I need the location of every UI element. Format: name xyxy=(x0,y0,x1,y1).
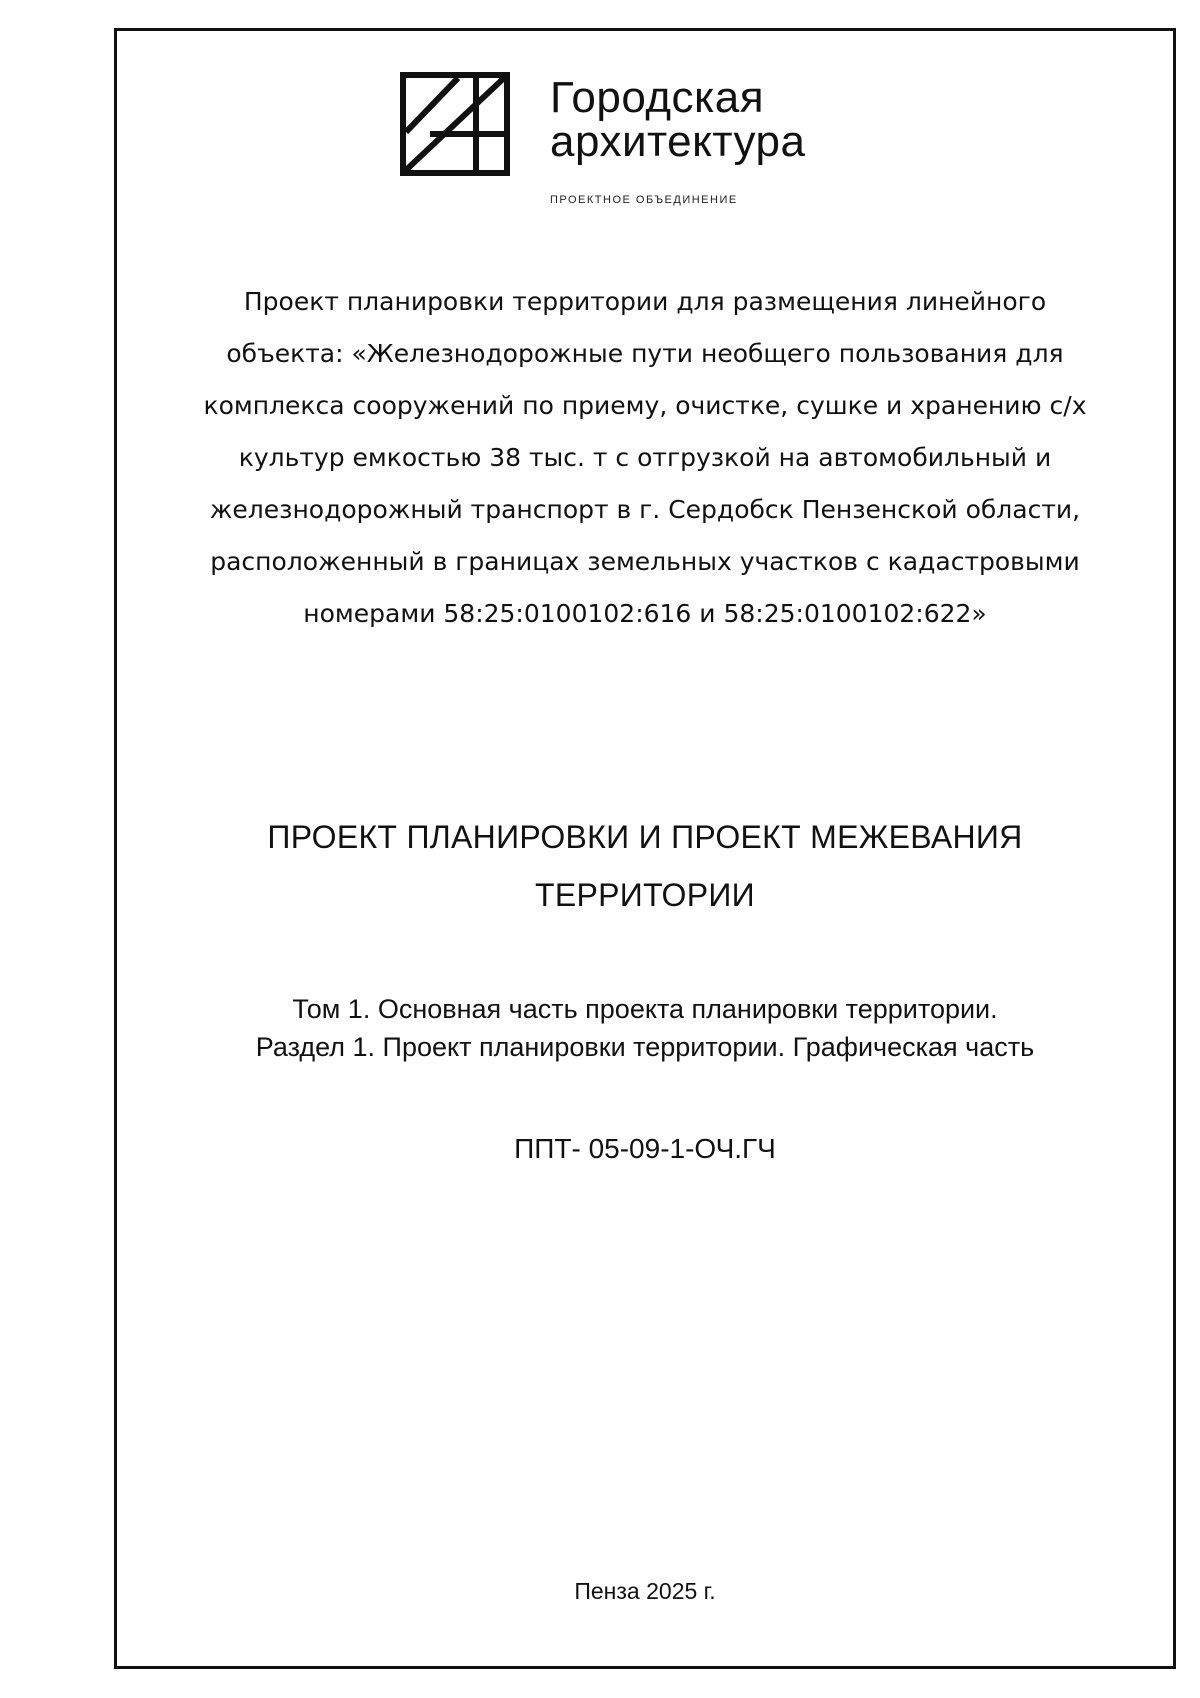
volume-line2: Раздел 1. Проект планировки территории. Графическая часть xyxy=(255,1032,1035,1062)
project-title-line: объекта: «Железнодорожные пути необщего пользования для xyxy=(226,339,1064,368)
logo-name xyxy=(550,73,806,166)
project-title xyxy=(130,276,1160,640)
project-title-line: культур емкостью 38 тыс. т с отгрузкой на автомобильный и xyxy=(238,443,1052,472)
logo-name-line2: архитектура xyxy=(550,117,806,166)
project-title-line: комплекса сооружений по приему, очистке, сушке и хранению с/х xyxy=(203,391,1087,420)
document-title-line2: ТЕРРИТОРИИ xyxy=(535,877,755,913)
logo-name-line1: Городская xyxy=(550,73,765,122)
document-title-line1: ПРОЕКТ ПЛАНИРОВКИ И ПРОЕКТ МЕЖЕВАНИЯ xyxy=(267,819,1023,855)
project-title-line: железнодорожный транспорт в г. Сердобск Пензенской области, xyxy=(209,495,1081,524)
volume-line1: Том 1. Основная часть проекта планировки территории. xyxy=(292,994,998,1024)
project-title-line: номерами 58:25:0100102:616 и 58:25:0100102:622» xyxy=(303,599,987,628)
volume-info xyxy=(130,990,1160,1066)
project-title-line: расположенный в границах земельных участков с кадастровыми xyxy=(210,547,1080,576)
document-title xyxy=(130,808,1160,924)
logo-subtitle: ПРОЕКТНОЕ ОБЪЕДИНЕНИЕ xyxy=(550,194,738,206)
logo-mark-icon xyxy=(400,72,510,176)
footer-city-year: Пенза 2025 г. xyxy=(574,1578,716,1604)
document-code: ППТ- 05-09-1-ОЧ.ГЧ xyxy=(514,1133,776,1164)
company-logo xyxy=(400,72,820,212)
project-title-line: Проект планировки территории для размещения линейного xyxy=(243,287,1047,316)
